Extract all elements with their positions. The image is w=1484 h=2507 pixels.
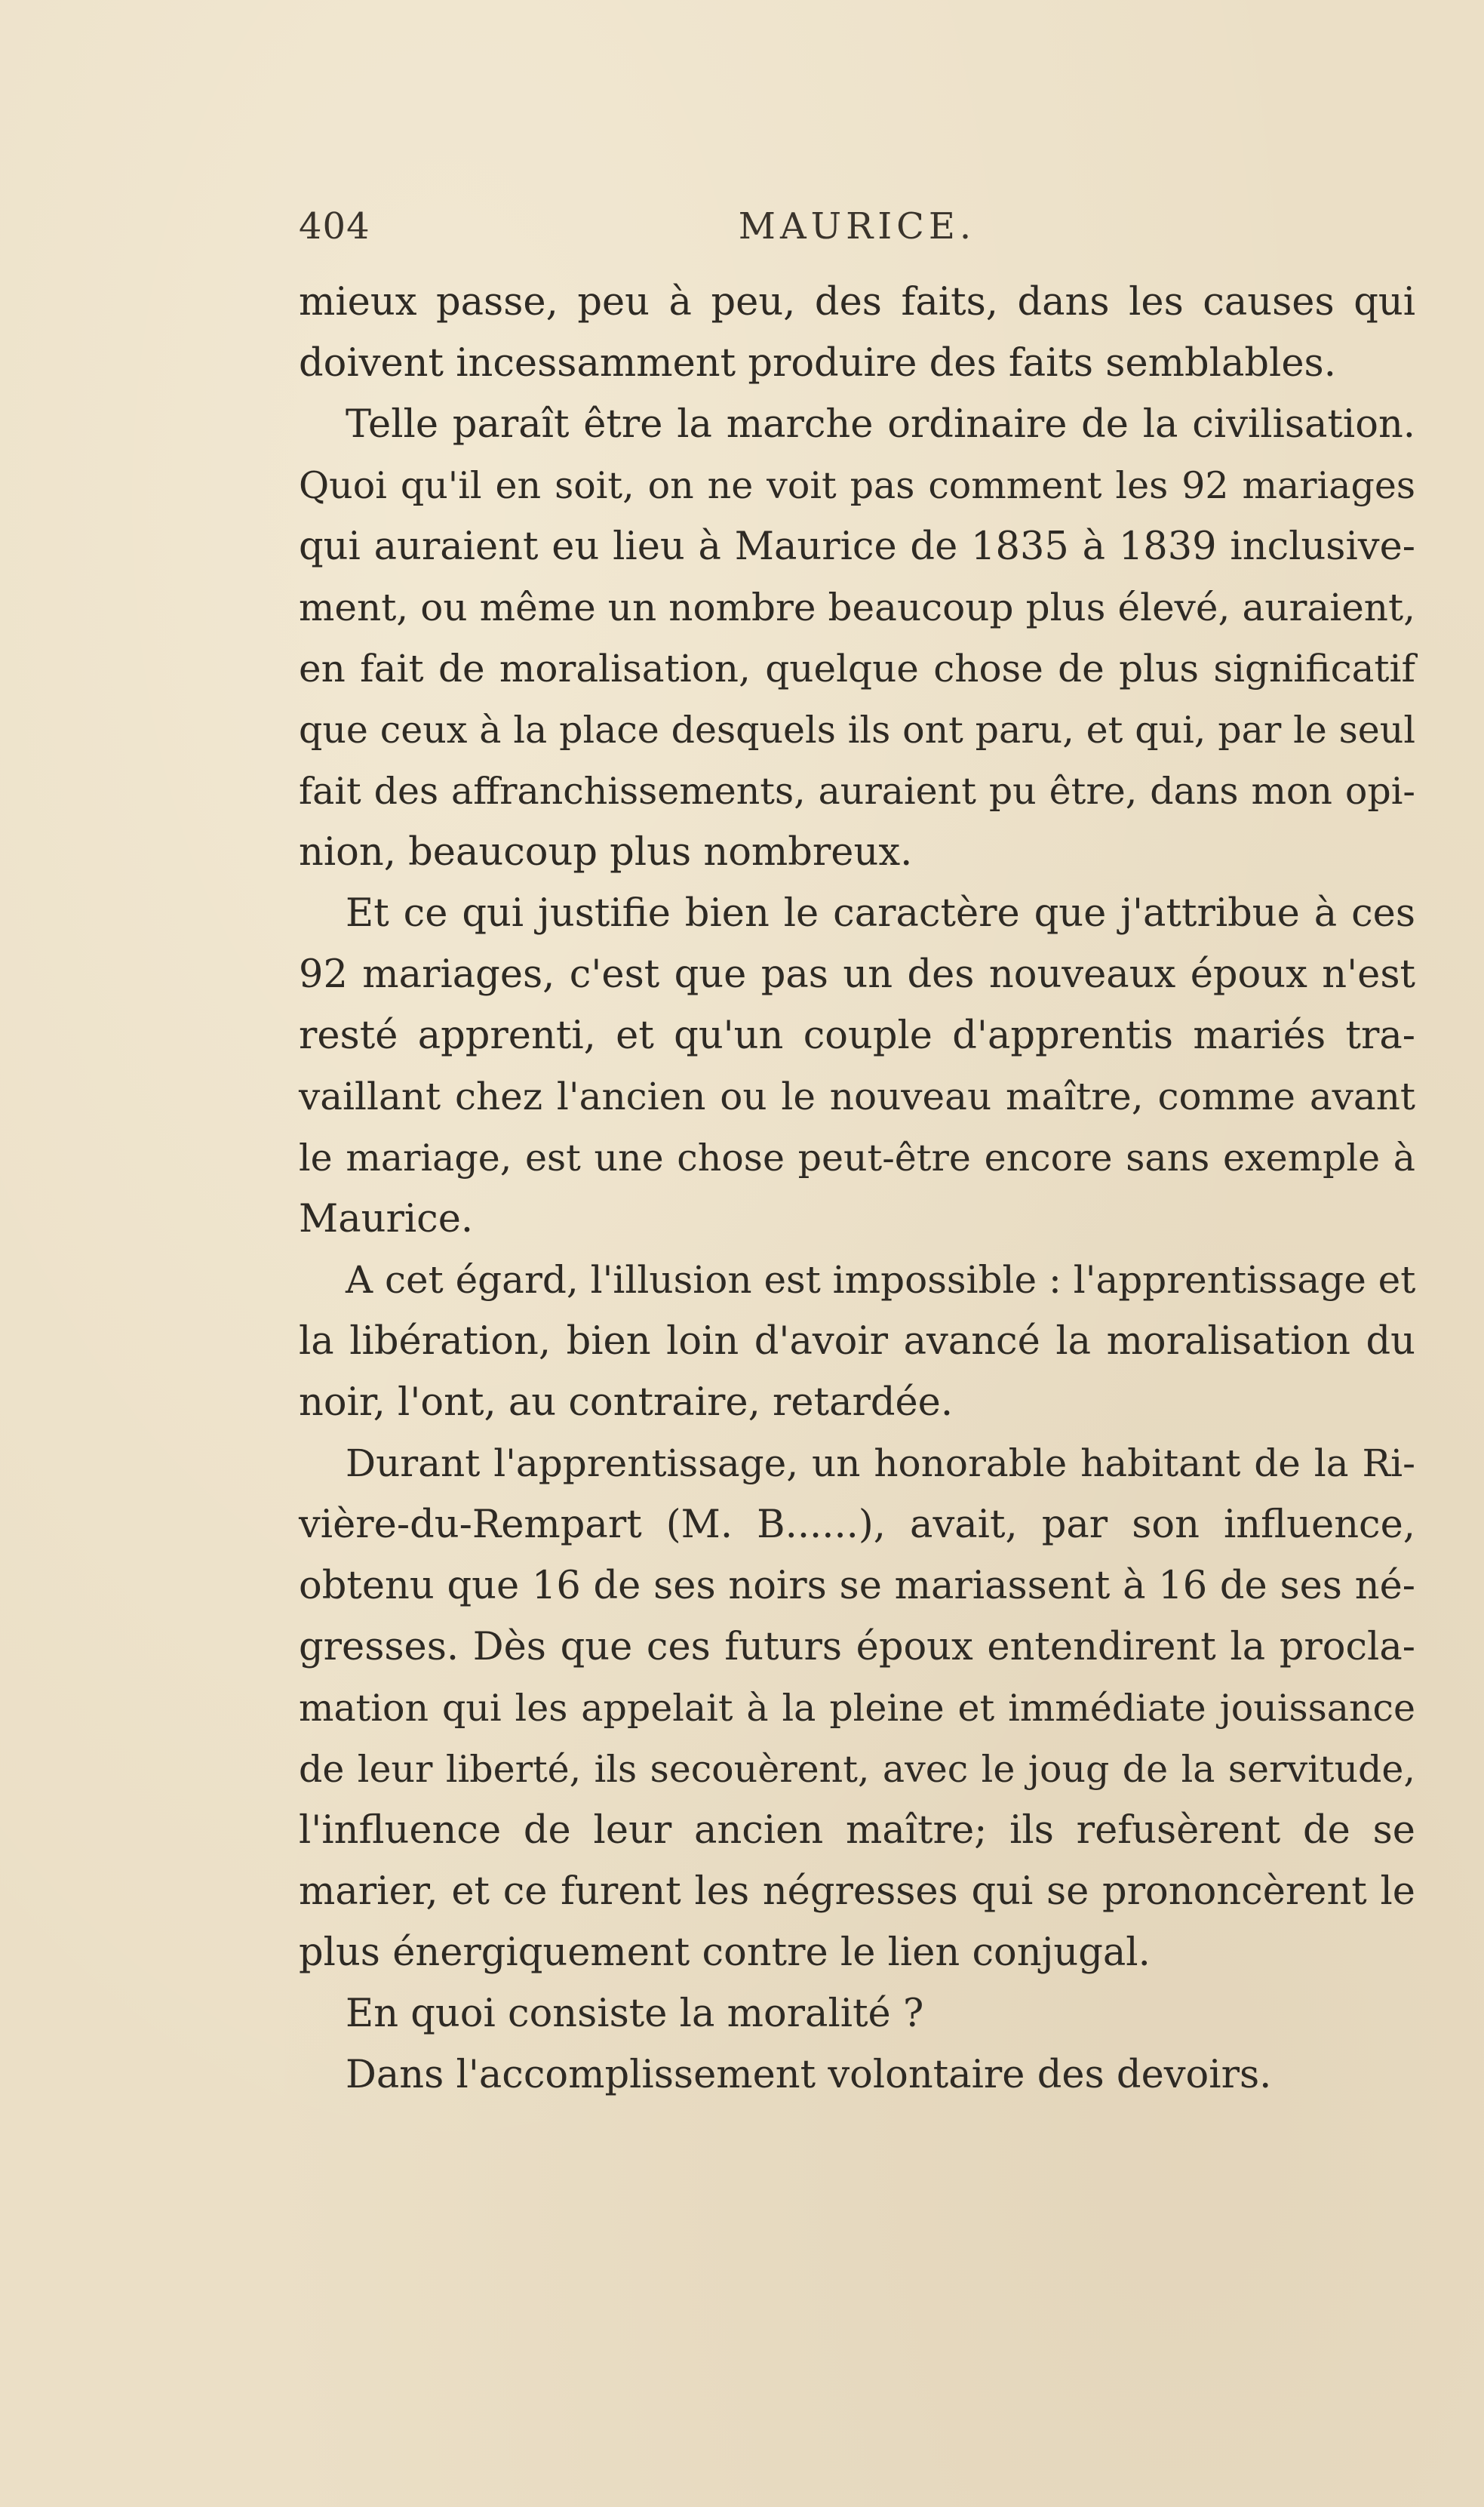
text-line: Quoi qu'il en soit, on ne voit pas comment les 92 mariages [299, 464, 1415, 507]
text-line: nion, beaucoup plus nombreux. [299, 830, 913, 875]
text-line: Telle paraît être la marche ordinaire de la civilisation. [346, 402, 1415, 447]
text-line: le mariage, est une chose peut-être encore sans exemple à [299, 1137, 1415, 1180]
text-line: 92 mariages, c'est que pas un des nouveaux époux n'est [299, 952, 1415, 997]
text-line: En quoi consiste la moralité ? [346, 1992, 924, 2036]
page-number: 404 [299, 205, 370, 248]
running-head [299, 205, 1415, 258]
text-line: resté apprenti, et qu'un couple d'apprentis mariés tra- [299, 1014, 1415, 1058]
text-line: qui auraient eu lieu à Maurice de 1835 à 1839 inclusive- [299, 524, 1415, 569]
text-line: que ceux à la place desquels ils ont paru, et qui, par le seul [299, 709, 1415, 752]
text-line: A cet égard, l'illusion est impossible : l'apprentissage et [346, 1258, 1416, 1302]
text-line: obtenu que 16 de ses noirs se mariassent à 16 de ses né- [299, 1564, 1415, 1608]
text-line: vaillant chez l'ancien ou le nouveau maître, comme avant [299, 1075, 1415, 1118]
text-line: doivent incessamment produire des faits semblables. [299, 341, 1336, 386]
text-line: fait des affranchissements, auraient pu être, dans mon opi- [299, 770, 1415, 813]
text-line: gresses. Dès que ces futurs époux entendirent la procla- [299, 1625, 1415, 1669]
body-text [299, 272, 1415, 2106]
text-line: marier, et ce furent les négresses qui se prononcèrent le [299, 1869, 1415, 1914]
text-line: la libération, bien loin d'avoir avancé la moralisation du [299, 1319, 1415, 1364]
text-line: l'influence de leur ancien maître; ils refusèrent de se [299, 1808, 1415, 1853]
text-line: vière-du-Rempart (M. B......), avait, par son influence, [299, 1503, 1415, 1547]
text-line: mieux passe, peu à peu, des faits, dans les causes qui [299, 280, 1415, 325]
text-line: Durant l'apprentissage, un honorable habitant de la Ri- [346, 1441, 1415, 1485]
text-line: ment, ou même un nombre beaucoup plus élevé, auraient, [299, 586, 1415, 629]
text-line: noir, l'ont, au contraire, retardée. [299, 1380, 954, 1425]
text-line: mation qui les appelait à la pleine et immédiate jouissance [299, 1687, 1415, 1730]
text-line: en fait de moralisation, quelque chose de plus significatif [299, 647, 1415, 691]
text-line: de leur liberté, ils secouèrent, avec le joug de la servitude, [299, 1748, 1415, 1791]
running-title: MAURICE. [738, 205, 976, 248]
text-line: plus énergiquement contre le lien conjugal. [299, 1930, 1151, 1975]
text-line: Maurice. [299, 1197, 474, 1241]
text-line: Dans l'accomplissement volontaire des devoirs. [346, 2053, 1272, 2097]
text-line: Et ce qui justifie bien le caractère que j'attribue à ces [346, 891, 1415, 936]
